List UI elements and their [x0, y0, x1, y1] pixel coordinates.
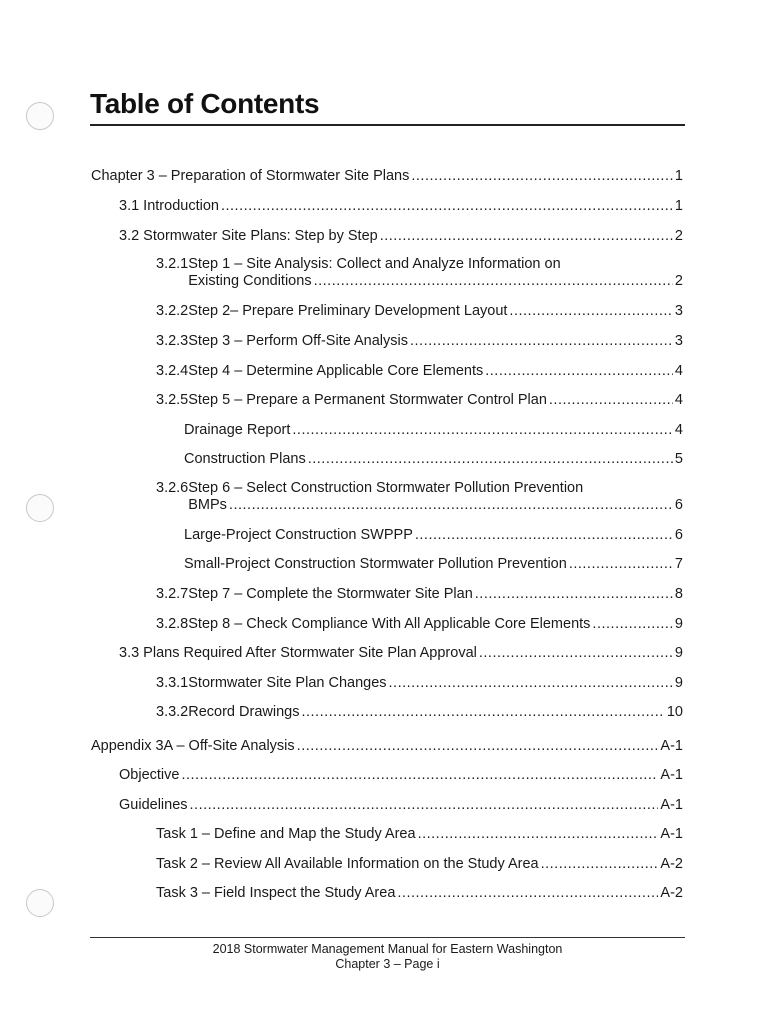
dot-leader: [549, 392, 673, 409]
toc-entry-3-3-2[interactable]: [156, 704, 683, 721]
toc-page-number: 4: [674, 422, 683, 438]
dot-leader: [475, 586, 673, 603]
toc-page-number: A-1: [660, 826, 683, 842]
toc-page-number: 9: [674, 675, 683, 691]
dot-leader: [389, 675, 673, 692]
toc-entry-text: Drainage Report: [184, 422, 291, 438]
toc-section-number: 3.2.7: [156, 586, 189, 602]
toc-entry-task-1[interactable]: [156, 826, 683, 843]
toc-entry-3-3[interactable]: [119, 645, 683, 662]
dot-leader: [541, 856, 659, 873]
toc-entry-chapter-3[interactable]: [91, 168, 683, 185]
toc-page-number: 3: [674, 333, 683, 349]
toc-section-number: 3.2.4: [156, 363, 189, 379]
page-title: Table of Contents: [90, 88, 320, 119]
toc-section-number: 3.3.1: [156, 675, 189, 691]
punch-hole-middle: [26, 494, 54, 522]
title-underline: [90, 124, 685, 126]
toc-entry-text: Step 4 – Determine Applicable Core Elements: [188, 363, 484, 379]
toc-entry-3-3-1[interactable]: [156, 675, 683, 692]
toc-entry-construction-plans[interactable]: [184, 451, 683, 468]
toc-entry-large-project-swppp[interactable]: [184, 527, 683, 544]
toc-entry-3-2-6[interactable]: [156, 480, 683, 514]
dot-leader: [569, 556, 673, 573]
toc-entry-task-2[interactable]: [156, 856, 683, 873]
toc-entry-3-2-7[interactable]: [156, 586, 683, 603]
toc-entry-text: Task 1 – Define and Map the Study Area: [156, 826, 416, 842]
toc-page-number: 2: [674, 228, 683, 244]
toc-entry-3-2-2[interactable]: [156, 303, 683, 320]
toc-entry-3-2[interactable]: [119, 228, 683, 245]
toc-page-number: 9: [674, 645, 683, 661]
toc-page-number: 6: [674, 497, 683, 513]
toc-page-number: A-2: [660, 885, 683, 901]
dot-leader: [485, 363, 673, 380]
toc-section-number: 3.3.2: [156, 704, 189, 720]
toc-page-number: 5: [674, 451, 683, 467]
toc-page-number: 1: [674, 168, 683, 184]
dot-leader: [418, 826, 659, 843]
toc-page-number: 10: [666, 704, 683, 720]
toc-entry-text-line2: BMPs: [188, 497, 227, 513]
footer-manual-title: 2018 Stormwater Management Manual for Eastern Washington: [212, 942, 563, 956]
toc-entry-text: Appendix 3A – Off-Site Analysis: [91, 738, 295, 754]
toc-entry-text-line2: Existing Conditions: [188, 273, 312, 289]
dot-leader: [380, 228, 673, 245]
toc-entry-text: Task 3 – Field Inspect the Study Area: [156, 885, 396, 901]
footer-page-label: Chapter 3 – Page i: [335, 957, 440, 971]
dot-leader: [229, 497, 673, 514]
dot-leader: [297, 738, 659, 755]
toc-entry-text-line1: Step 1 – Site Analysis: Collect and Analyze Information on: [188, 256, 561, 272]
toc-section-number: 3.2.1: [156, 256, 189, 272]
toc-entry-appendix-3a[interactable]: [91, 738, 683, 755]
toc-entry-text: Small-Project Construction Stormwater Pollution Prevention: [184, 556, 567, 572]
toc-page-number: A-1: [660, 767, 683, 783]
punch-hole-top: [26, 102, 54, 130]
dot-leader: [308, 451, 673, 468]
dot-leader: [410, 333, 673, 350]
toc-entry-3-2-4[interactable]: [156, 363, 683, 380]
dot-leader: [292, 422, 673, 439]
toc-page-number: 2: [674, 273, 683, 289]
toc-page-number: 7: [674, 556, 683, 572]
toc-entry-guidelines[interactable]: [119, 797, 683, 814]
toc-page-number: A-1: [660, 797, 683, 813]
toc-entry-3-2-8[interactable]: [156, 616, 683, 633]
dot-leader: [411, 168, 673, 185]
toc-entry-3-2-5[interactable]: [156, 392, 683, 409]
dot-leader: [181, 767, 658, 784]
toc-page-number: 4: [674, 392, 683, 408]
dot-leader: [314, 273, 673, 290]
toc-entry-text: Step 7 – Complete the Stormwater Site Plan: [188, 586, 473, 602]
toc-section-number: 3.2.8: [156, 616, 189, 632]
toc-entry-drainage-report[interactable]: [184, 422, 683, 439]
toc-entry-3-2-1[interactable]: [156, 256, 683, 290]
toc-entry-3-1[interactable]: [119, 198, 683, 215]
toc-page-number: A-1: [660, 738, 683, 754]
toc-entry-text: Step 2– Prepare Preliminary Development Layout: [188, 303, 508, 319]
toc-entry-text: Step 3 – Perform Off-Site Analysis: [188, 333, 408, 349]
toc-entry-small-project[interactable]: [184, 556, 683, 573]
toc-section-number: 3.2.6: [156, 480, 189, 496]
toc-page-number: 6: [674, 527, 683, 543]
dot-leader: [415, 527, 673, 544]
toc-entry-3-2-3[interactable]: [156, 333, 683, 350]
toc-entry-text: 3.1 Introduction: [119, 198, 219, 214]
toc-entry-objective[interactable]: [119, 767, 683, 784]
dot-leader: [221, 198, 673, 215]
toc-entry-text: Chapter 3 – Preparation of Stormwater Site Plans: [91, 168, 410, 184]
toc-page-number: 3: [674, 303, 683, 319]
toc-page-number: 1: [674, 198, 683, 214]
toc-entry-text: Large-Project Construction SWPPP: [184, 527, 413, 543]
dot-leader: [509, 303, 673, 320]
toc-entry-text-line1: Step 6 – Select Construction Stormwater Pollution Prevention: [188, 480, 584, 496]
toc-entry-text: Step 5 – Prepare a Permanent Stormwater Control Plan: [188, 392, 547, 408]
toc-entry-text: Guidelines: [119, 797, 188, 813]
toc-page-number: 9: [674, 616, 683, 632]
dot-leader: [479, 645, 673, 662]
dot-leader: [301, 704, 664, 721]
toc-section-number: 3.2.5: [156, 392, 189, 408]
dot-leader: [397, 885, 658, 902]
dot-leader: [592, 616, 673, 633]
footer-rule: [90, 937, 685, 938]
toc-page-number: 8: [674, 586, 683, 602]
toc-entry-text: Step 8 – Check Compliance With All Applicable Core Elements: [188, 616, 591, 632]
toc-entry-text: 3.2 Stormwater Site Plans: Step by Step: [119, 228, 378, 244]
toc-entry-text: Task 2 – Review All Available Information on the Study Area: [156, 856, 539, 872]
toc-entry-text: 3.3 Plans Required After Stormwater Site Plan Approval: [119, 645, 477, 661]
toc-page-number: 4: [674, 363, 683, 379]
toc-entry-text: Stormwater Site Plan Changes: [188, 675, 387, 691]
toc-entry-text: Construction Plans: [184, 451, 306, 467]
toc-entry-text: Record Drawings: [188, 704, 300, 720]
page-footer: [90, 942, 685, 972]
toc-entry-text: Objective: [119, 767, 180, 783]
punch-hole-bottom: [26, 889, 54, 917]
toc-page-number: A-2: [660, 856, 683, 872]
toc-section-number: 3.2.2: [156, 303, 189, 319]
dot-leader: [190, 797, 659, 814]
toc-entry-task-3[interactable]: [156, 885, 683, 902]
toc-section-number: 3.2.3: [156, 333, 189, 349]
